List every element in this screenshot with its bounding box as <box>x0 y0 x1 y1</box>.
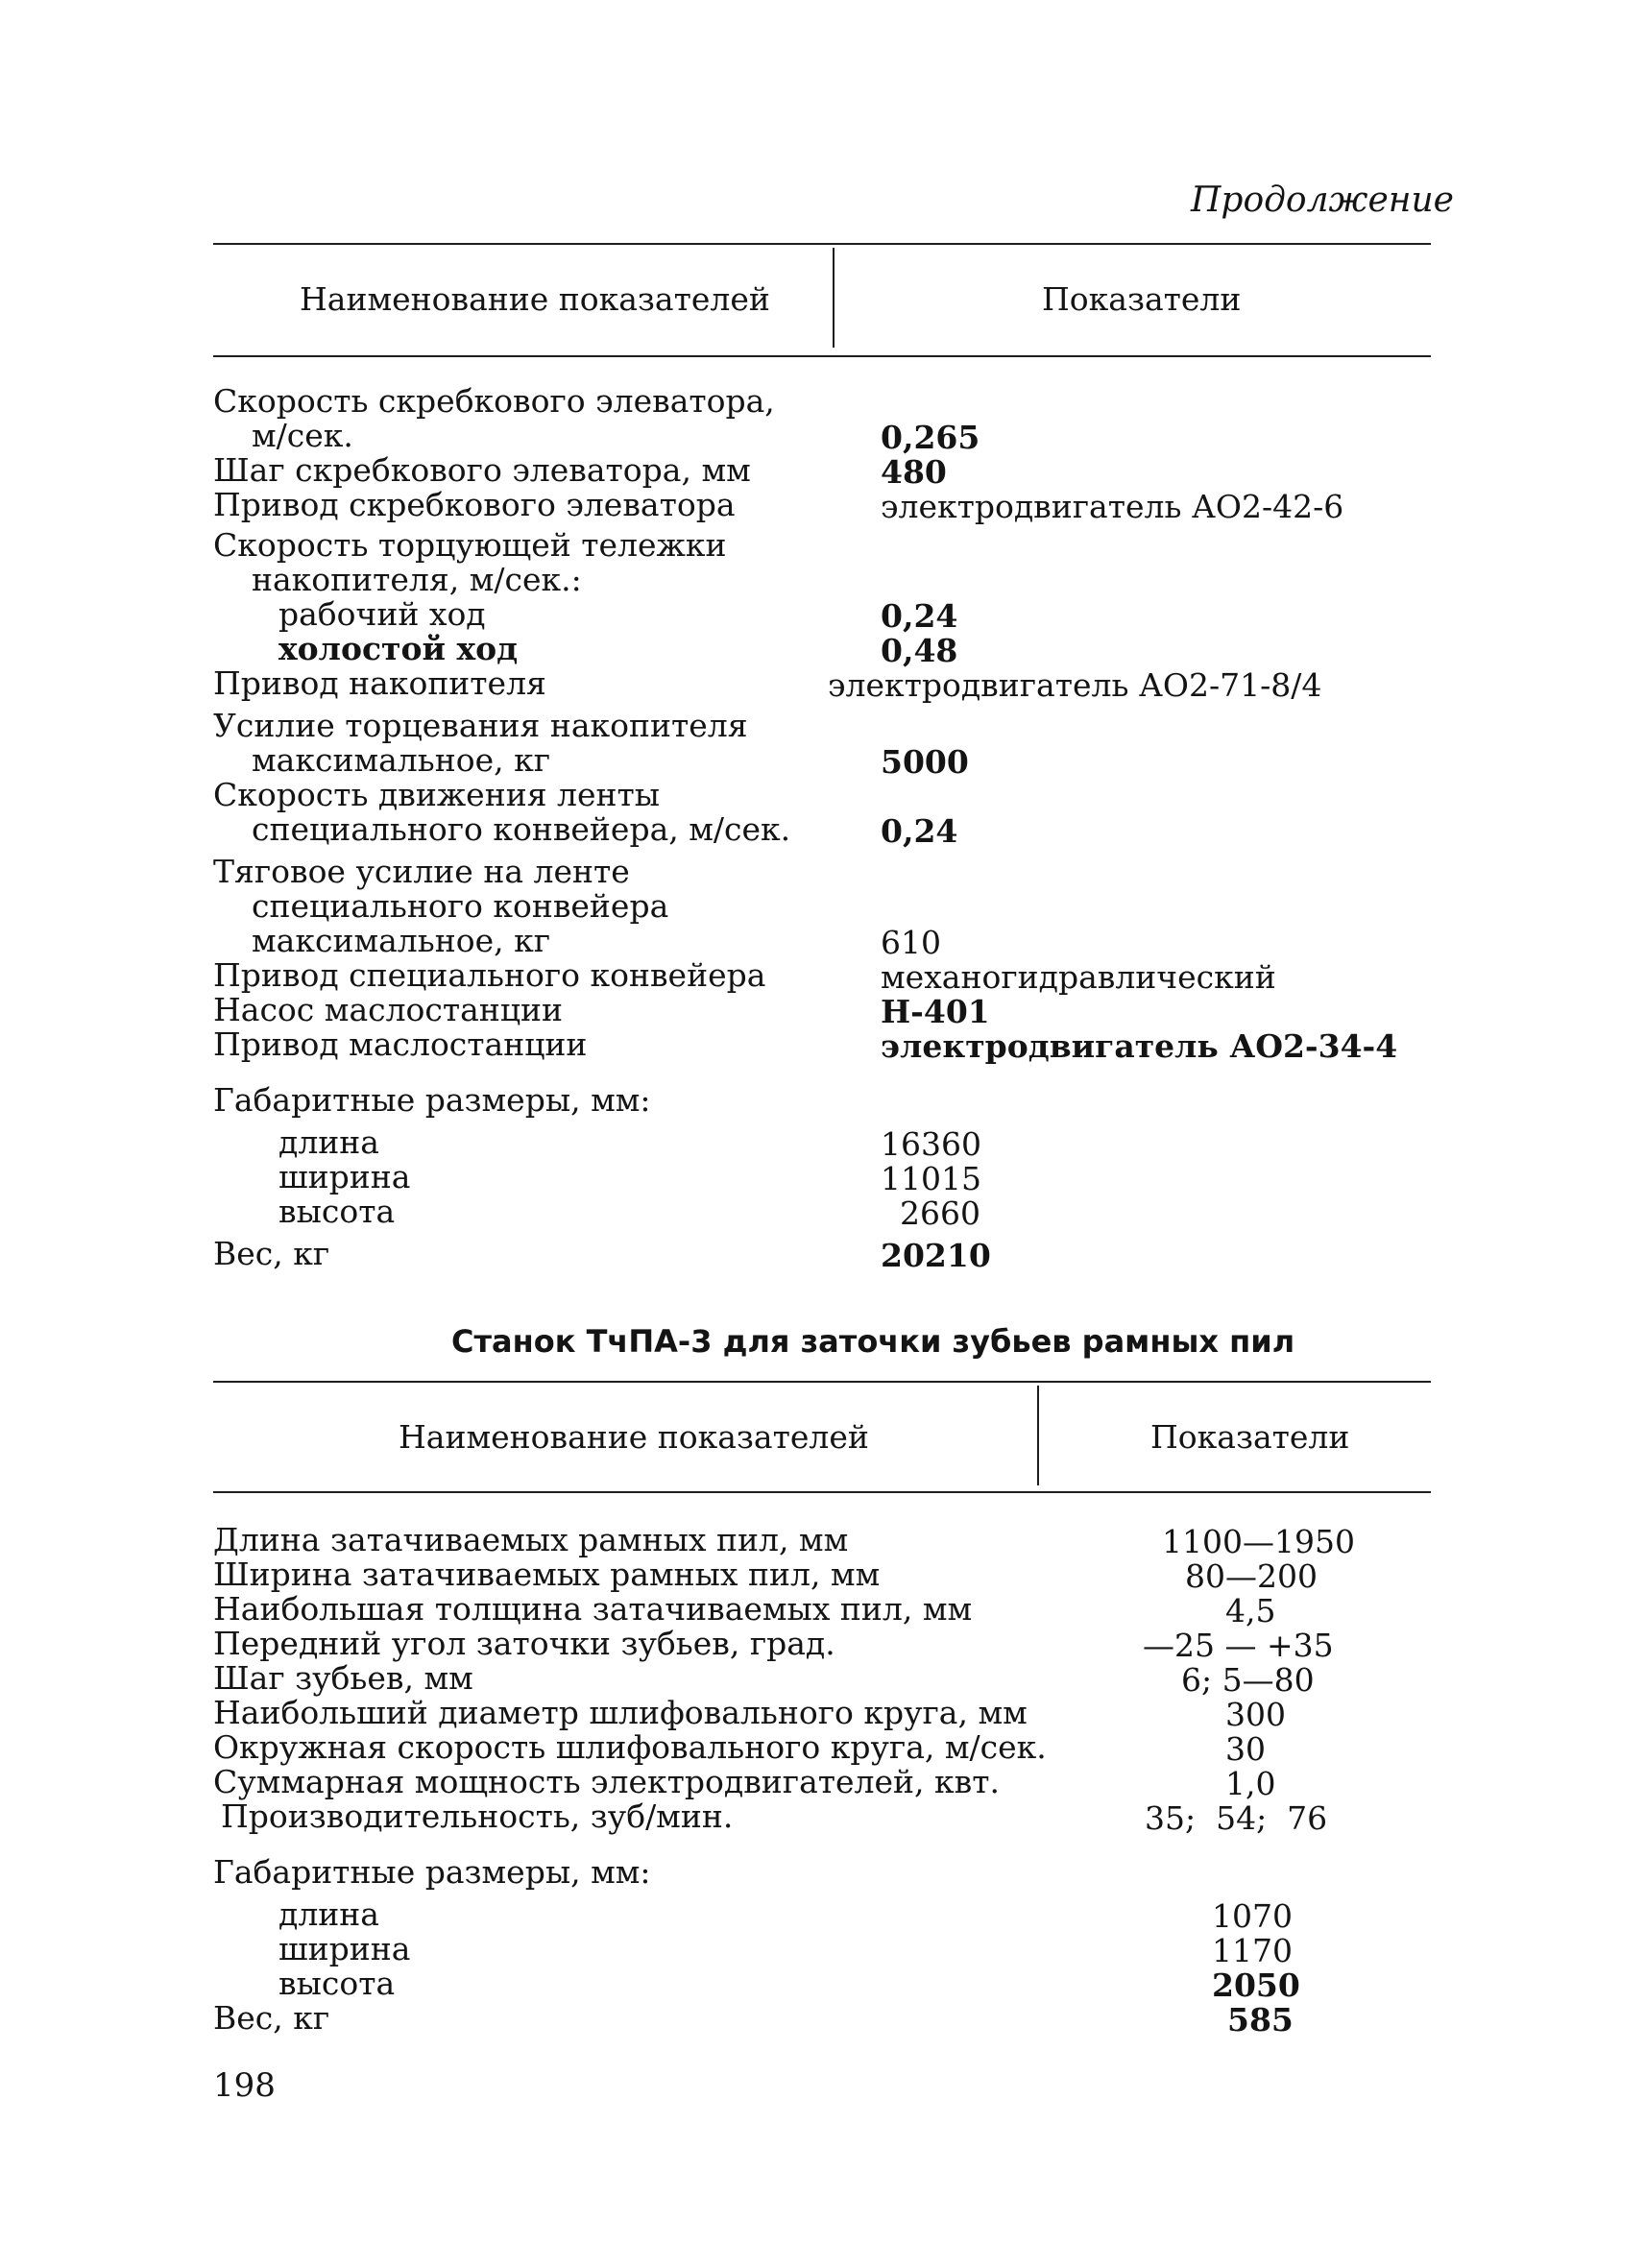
table1-header-divider <box>833 248 835 348</box>
table-row-label: Скорость торцующей тележки <box>213 526 727 564</box>
table-row-value: 4,5 <box>1225 1592 1276 1629</box>
table-row-value: 2050 <box>1212 1966 1300 2004</box>
table-row-label: Привод накопителя <box>213 664 546 702</box>
table-row-label: максимальное, кг <box>252 741 551 779</box>
table-row-value: 16360 <box>881 1125 981 1163</box>
table-row-label: Наибольшая толщина затачиваемых пил, мм <box>213 1590 973 1628</box>
table-row-label: Привод маслостанции <box>213 1025 588 1063</box>
table-row-value: 80—200 <box>1185 1557 1318 1595</box>
table-row-value: электродвигатель АО2-71-8/4 <box>828 666 1322 704</box>
table-row-label: Шаг зубьев, мм <box>213 1659 473 1697</box>
table-row-label: Окружная скорость шлифовального круга, м/сек. <box>213 1728 1047 1766</box>
table-row-value: 2660 <box>900 1194 980 1232</box>
table2-header-bottom-rule <box>213 1491 1431 1493</box>
table-row-value: 1170 <box>1212 1932 1293 1969</box>
table-row-label: Габаритные размеры, мм: <box>213 1853 651 1891</box>
table-row-label: специального конвейера, м/сек. <box>252 810 791 848</box>
table-row-label: высота <box>278 1965 396 2002</box>
table-row-value: 6; 5—80 <box>1181 1661 1315 1699</box>
table2-header-value: Показатели <box>1150 1418 1350 1456</box>
table-row-label: Тяговое усилие на ленте <box>213 853 630 890</box>
table-row-value: 0,265 <box>881 419 980 456</box>
table-row-label: м/сек. <box>252 417 353 454</box>
table-row-value: 480 <box>881 453 947 491</box>
table-row-value: 300 <box>1225 1696 1286 1733</box>
table-row-label: рабочий ход <box>278 595 486 633</box>
table-row-label: максимальное, кг <box>252 922 551 959</box>
table-row-label: длина <box>278 1895 379 1933</box>
table-row-value: 1,0 <box>1225 1765 1276 1802</box>
table1-header-bottom-rule <box>213 355 1431 357</box>
table-row-label: специального конвейера <box>252 887 669 925</box>
table-row-label: Габаритные размеры, мм: <box>213 1081 651 1119</box>
table-row-label: Наибольший диаметр шлифовального круга, мм <box>213 1694 1028 1731</box>
table-row-label: Ширина затачиваемых рамных пил, мм <box>213 1556 881 1593</box>
table2-header-divider <box>1037 1386 1039 1485</box>
table-row-value: 0,24 <box>881 597 958 635</box>
page-number: 198 <box>213 2066 276 2105</box>
table-row-value: 1100—1950 <box>1162 1523 1355 1560</box>
table-row-value: Н-401 <box>881 993 990 1030</box>
table-row-value: 20210 <box>881 1237 991 1274</box>
table-row-value: 35; 54; 76 <box>1145 1799 1328 1837</box>
table-row-value: 610 <box>881 924 941 961</box>
table1-header-name: Наименование показателей <box>300 280 770 318</box>
table-row-value: 11015 <box>881 1160 981 1197</box>
table-row-label: высота <box>278 1193 396 1230</box>
table-row-label: холостой ход <box>278 630 519 667</box>
table-row-value: 585 <box>1227 2001 1294 2039</box>
table-row-value: 1070 <box>1212 1897 1293 1935</box>
table-row-label: Суммарная мощность электродвигателей, квт. <box>213 1763 1000 1800</box>
table-row-label: Вес, кг <box>213 1235 330 1272</box>
table-row-label: длина <box>278 1123 379 1161</box>
section-title: Станок ТчПА-3 для заточки зубьев рамных пил <box>451 1323 1295 1360</box>
table-row-label: Длина затачиваемых рамных пил, мм <box>213 1521 849 1558</box>
table2-top-rule <box>213 1381 1431 1383</box>
table2-header-name: Наименование показателей <box>399 1418 869 1456</box>
table-row-label: ширина <box>278 1158 411 1195</box>
table-row-label: накопителя, м/сек.: <box>252 561 582 598</box>
table-row-value: 30 <box>1225 1730 1266 1768</box>
table-row-label: Вес, кг <box>213 1999 330 2037</box>
table-row-label: Скорость скребкового элеватора, <box>213 382 775 420</box>
table-row-value: 0,48 <box>881 632 958 669</box>
table-row-label: Передний угол заточки зубьев, град. <box>213 1625 835 1662</box>
table-row-value: электродвигатель АО2-42-6 <box>881 488 1344 525</box>
table-row-label: Усилие торцевания накопителя <box>213 707 748 744</box>
table-row-label: Привод специального конвейера <box>213 956 766 994</box>
table-row-value: электродвигатель АО2-34-4 <box>881 1027 1398 1065</box>
table-row-label: Скорость движения ленты <box>213 776 661 813</box>
table-row-label: Производительность, зуб/мин. <box>221 1798 734 1835</box>
table1-top-rule <box>213 243 1431 245</box>
table-row-value: механогидравлический <box>881 958 1276 996</box>
table-row-label: Шаг скребкового элеватора, мм <box>213 451 751 489</box>
continuation-label: Продолжение <box>1191 181 1454 220</box>
table1-header-value: Показатели <box>1042 280 1242 318</box>
table-row-label: Насос маслостанции <box>213 991 564 1028</box>
table-row-value: 0,24 <box>881 812 958 850</box>
table-row-label: Привод скребкового элеватора <box>213 486 736 523</box>
table-row-label: ширина <box>278 1930 411 1967</box>
table-row-value: —25 — +35 <box>1143 1627 1334 1664</box>
table-row-value: 5000 <box>881 743 969 781</box>
